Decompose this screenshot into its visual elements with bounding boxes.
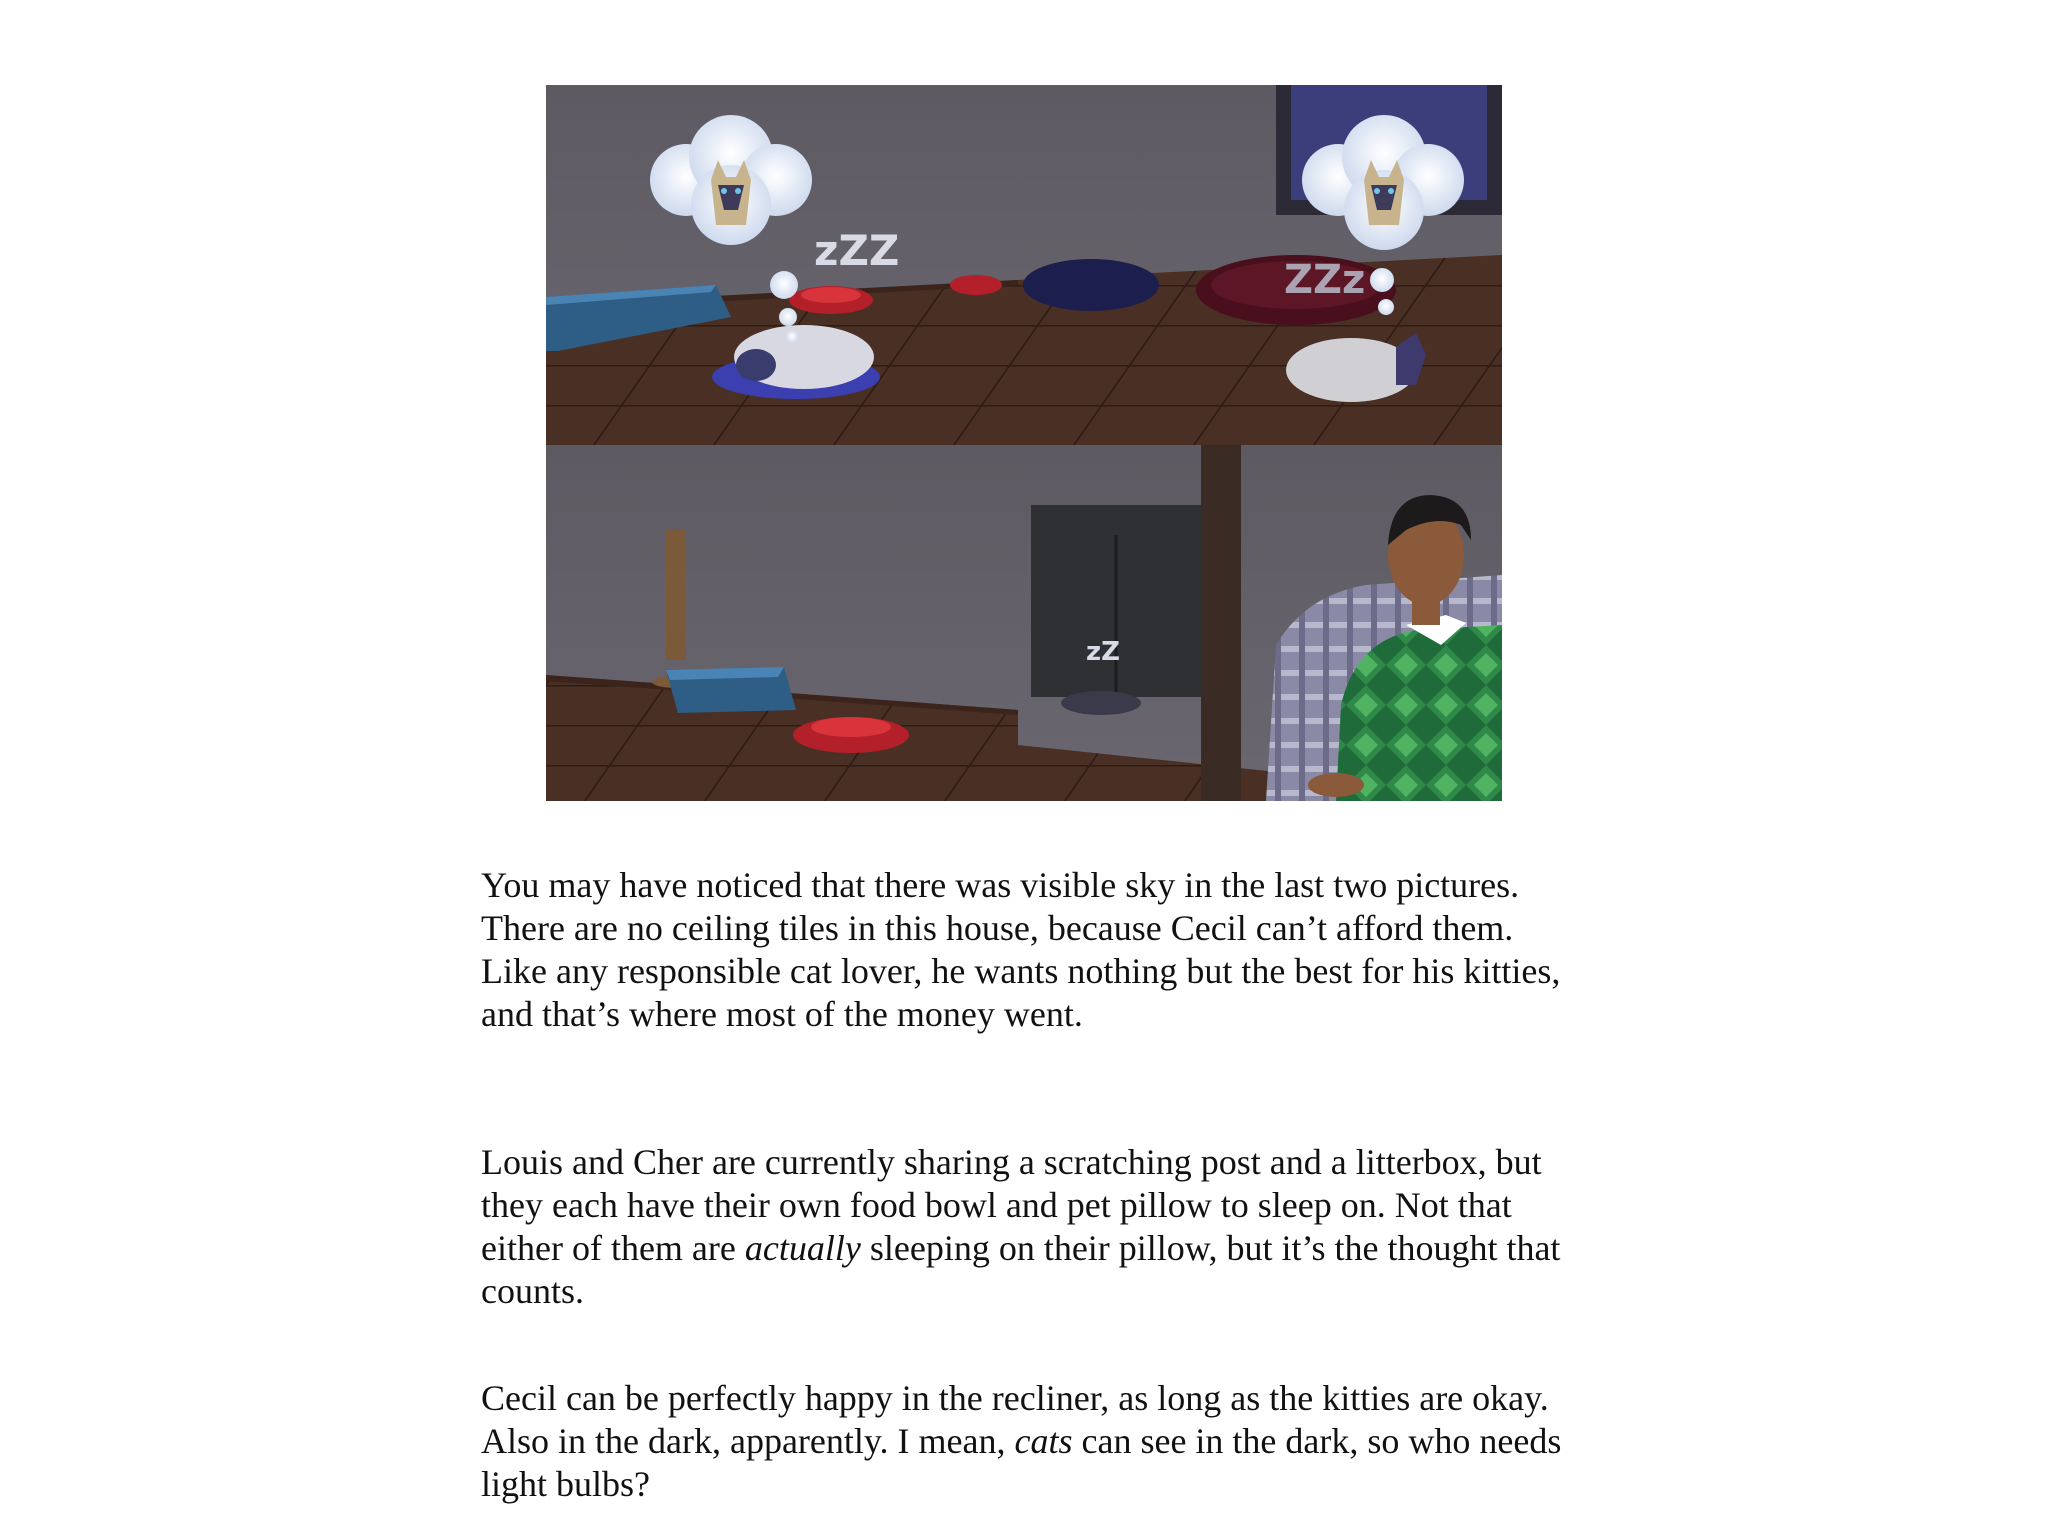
- paragraph-text: Cecil can be perfectly happy in the recliner, as long as the kitties are okay. Also in the dark, apparently. I mean,: [481, 1378, 1549, 1461]
- door-frame: [1201, 445, 1241, 801]
- scratching-post: [666, 530, 686, 660]
- paragraph-text: Louis and Cher are currently sharing a scratching post and a litterbox, but they each have their own food bowl and pet pillow to sleep on. Not that either of them are: [481, 1142, 1542, 1268]
- paragraph-text: sleeping on their pillow, but it’s the thought that counts.: [481, 1228, 1561, 1311]
- sleep-z-icon: zZZ: [814, 226, 900, 275]
- sleep-z-icon: ZZz: [1284, 257, 1366, 303]
- panel-sleeping-cat-left: [546, 85, 1018, 445]
- paragraph-text: You may have noticed that there was visible sky in the last two pictures. There are no ceiling tiles in this house, because Cecil can’t afford them. Like any responsible cat lover, he wants nothing but the best for his kitties, and that’s where most of the money went.: [481, 865, 1561, 1034]
- navy-pet-pillow: [1023, 259, 1159, 311]
- sleeping-cat-dark: [1061, 691, 1141, 715]
- emphasis-text: actually: [744, 1228, 861, 1268]
- paragraph-1: [481, 864, 1581, 1036]
- panel-sleeping-cat-right: [1018, 85, 1502, 445]
- panel-empty-room: [546, 445, 1018, 801]
- sleep-z-icon: zZ: [1086, 637, 1120, 667]
- emphasis-text: cats: [1014, 1421, 1073, 1461]
- panel-man-in-recliner: [1018, 445, 1502, 801]
- screenshot-collage: [546, 85, 1502, 801]
- paragraph-2: [481, 1141, 1581, 1313]
- paragraph-3: [481, 1377, 1581, 1506]
- paragraph-text: can see in the dark, so who needs light bulbs?: [481, 1421, 1562, 1504]
